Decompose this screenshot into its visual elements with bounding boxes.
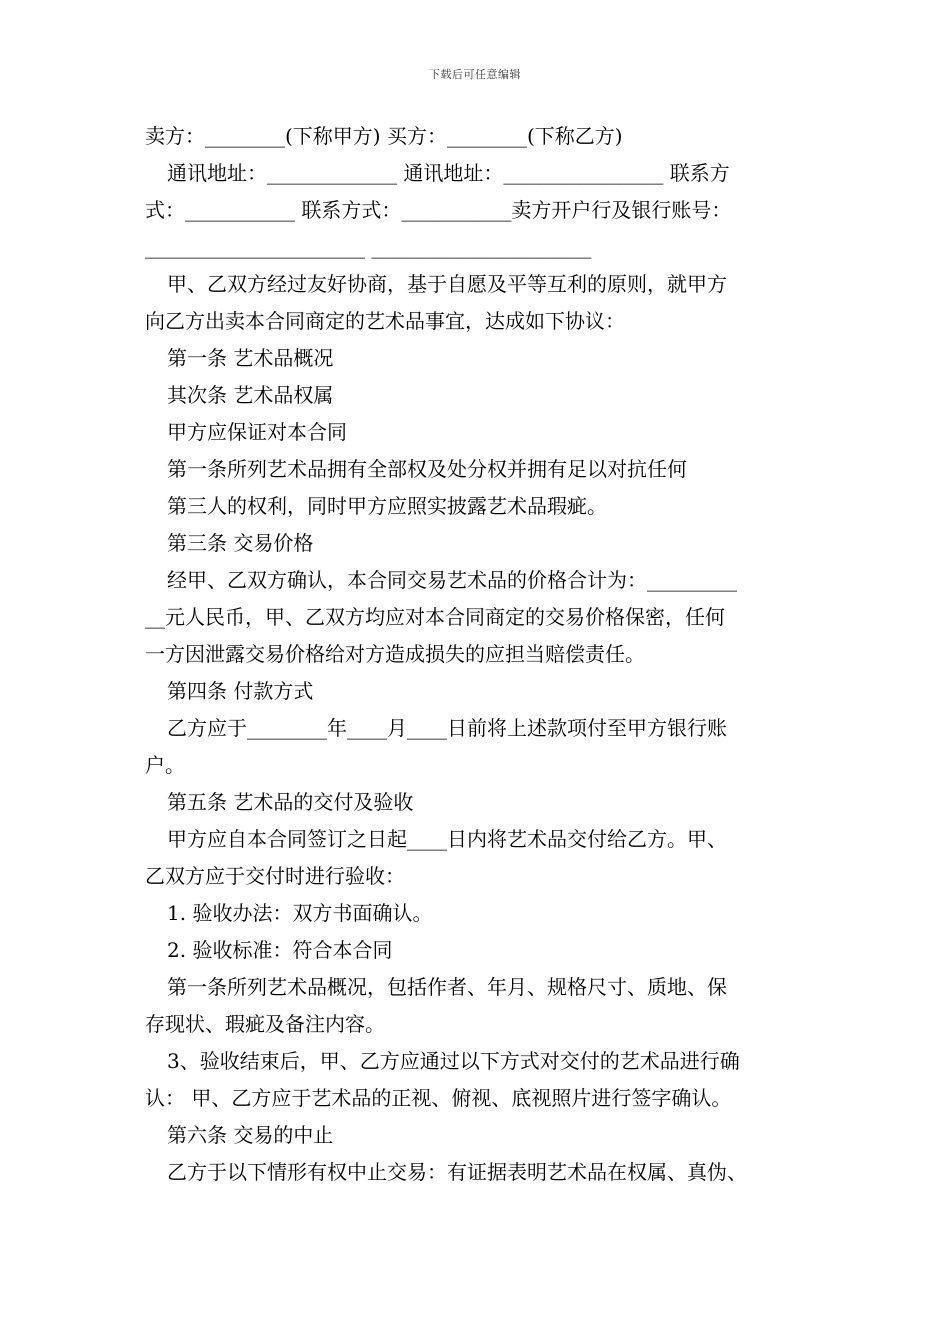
article-5-text-2: 乙双方应于交付时进行验收： — [145, 864, 405, 888]
article-3-text-3: 一方因泄露交易价格给对方造成损失的应担当赔偿责任。 — [145, 642, 645, 666]
article-3-text-1: 经甲、乙双方确认，本合同交易艺术品的价格合计为：_________ — [167, 568, 737, 592]
article-6-text-1: 乙方于以下情形有权中止交易：有证据表明艺术品在权属、真伪、 — [167, 1160, 747, 1184]
preamble-line-1: 甲、乙双方经过友好协商，基于自愿及平等互利的原则，就甲方 — [167, 272, 727, 296]
acceptance-item-3-cont: 认： 甲、乙方应于艺术品的正视、俯视、底视照片进行签字确认。 — [145, 1086, 732, 1110]
acceptance-item-1: 1. 验收办法：双方书面确认。 — [167, 901, 433, 925]
seller-buyer-line: 卖方：________(下称甲方) 买方：________(下称乙方) — [145, 124, 623, 148]
address-line: 通讯地址：_____________ 通讯地址：________________ 联系方 — [167, 161, 730, 185]
article-1-heading: 第一条 艺术品概况 — [167, 346, 334, 370]
contact-line: 式：___________ 联系方式：___________卖方开户行及银行账号： — [145, 198, 732, 222]
article-5-heading: 第五条 艺术品的交付及验收 — [167, 790, 414, 814]
acceptance-item-3: 3、验收结束后，甲、乙方应通过以下方式对交付的艺术品进行确 — [167, 1049, 740, 1073]
article-3-heading: 第三条 交易价格 — [167, 531, 314, 555]
preamble-line-2: 向乙方出卖本合同商定的艺术品事宜，达成如下协议： — [145, 309, 625, 333]
contract-body — [145, 118, 810, 1191]
article-2-text-1: 甲方应保证对本合同 — [167, 420, 347, 444]
acceptance-item-2: 2. 验收标准：符合本合同 — [167, 938, 393, 962]
article-3-text-2: __元人民币，甲、乙双方均应对本合同商定的交易价格保密，任何 — [145, 605, 725, 629]
article-2-text-3: 第三人的权利，同时甲方应照实披露艺术品瑕疵。 — [167, 494, 607, 518]
article-4-text-1: 乙方应于________年____月____日前将上述款项付至甲方银行账 — [167, 716, 727, 740]
article-2-heading: 其次条 艺术品权属 — [167, 383, 334, 407]
article-4-text-2: 户。 — [145, 753, 185, 777]
acceptance-item-2-cont-1: 第一条所列艺术品概况，包括作者、年月、规格尺寸、质地、保 — [167, 975, 727, 999]
page-header: 下载后可任意编辑 — [429, 68, 521, 81]
article-4-heading: 第四条 付款方式 — [167, 679, 314, 703]
acceptance-item-2-cont-2: 存现状、瑕疵及备注内容。 — [145, 1012, 385, 1036]
bank-account-blank-line: ______________________ ______________________ — [145, 235, 592, 259]
article-6-heading: 第六条 交易的中止 — [167, 1123, 334, 1147]
article-5-text-1: 甲方应自本合同签订之日起____日内将艺术品交付给乙方。甲、 — [167, 827, 727, 851]
article-2-text-2: 第一条所列艺术品拥有全部权及处分权并拥有足以对抗任何 — [167, 457, 687, 481]
